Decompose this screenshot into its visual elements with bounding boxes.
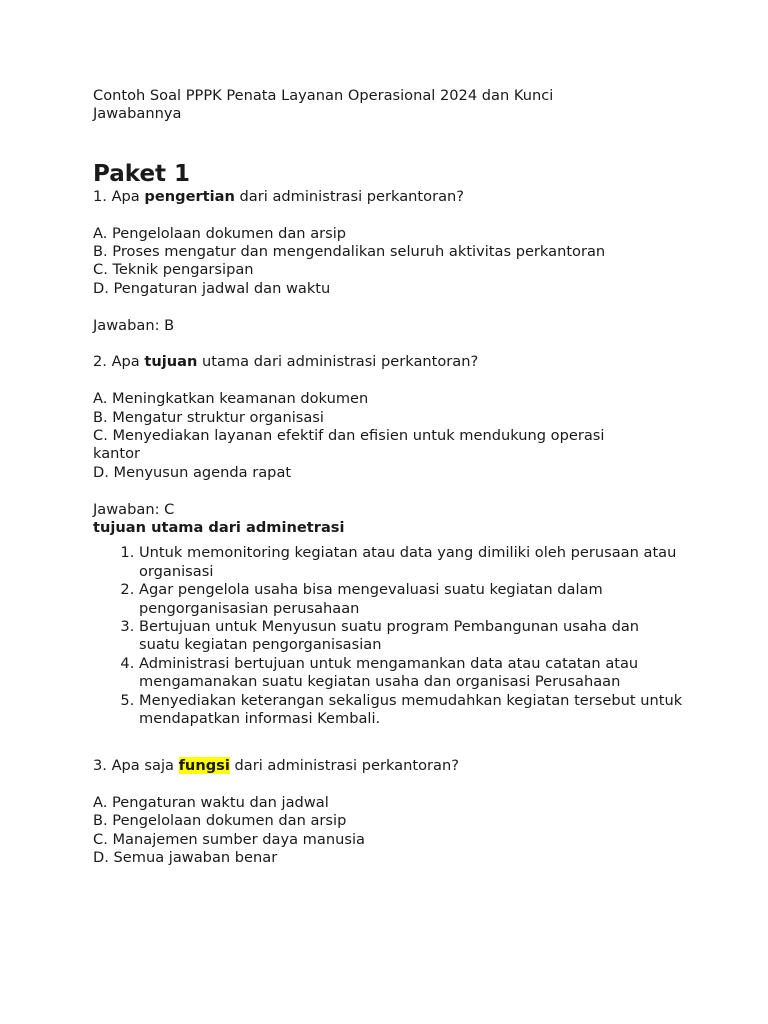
question-2-suffix: utama dari administrasi perkantoran? [197, 353, 479, 371]
question-1-keyword: pengertian [144, 187, 235, 205]
list-item: 4. Administrasi bertujuan untuk mengamankan data atau catatan atau mengamanakan suatu kegiatan usaha dan organisasi Perusahaan [139, 655, 683, 692]
list-item: 1. Untuk memonitoring kegiatan atau data yang dimiliki oleh perusaan atau organisasi [139, 544, 683, 581]
list-item: 2. Agar pengelola usaha bisa mengevaluasi suatu kegiatan dalam pengorganisasian perusahaan [139, 581, 683, 618]
option-c: C. Manajemen sumber daya manusia [93, 830, 365, 848]
question-1 [93, 188, 683, 206]
option-b: B. Mengatur struktur organisasi [93, 408, 324, 426]
section-heading: Paket 1 [93, 160, 191, 187]
question-1-answer: Jawaban: B [93, 316, 175, 334]
document-body [93, 87, 683, 867]
question-3-options [93, 794, 683, 868]
question-2-answer: Jawaban: C [93, 500, 175, 518]
question-1-suffix: dari administrasi perkantoran? [234, 187, 465, 205]
option-c: C. Menyediakan layanan efektif dan efisien untuk mendukung operasi kantor [93, 427, 605, 463]
option-b: B. Proses mengatur dan mengendalikan seluruh aktivitas perkantoran [93, 243, 606, 261]
option-b: B. Pengelolaan dokumen dan arsip [93, 812, 347, 830]
option-a: A. Pengaturan waktu dan jadwal [93, 793, 329, 811]
option-c: C. Teknik pengarsipan [93, 261, 254, 279]
explanation-title: tujuan utama dari adminetrasi [93, 519, 345, 537]
option-d: D. Semua jawaban benar [93, 848, 278, 866]
question-3-keyword-highlight: fungsi [178, 756, 230, 774]
list-item: 5. Menyediakan keterangan sekaligus memudahkan kegiatan tersebut untuk mendapatkan informasi Kembali. [139, 692, 683, 729]
list-item: 3. Bertujuan untuk Menyusun suatu program Pembangunan usaha dan suatu kegiatan pengorganisasian [139, 618, 683, 655]
question-1-options [93, 225, 683, 299]
question-2-options [93, 390, 683, 482]
question-2 [93, 353, 683, 371]
explanation-list [93, 544, 683, 728]
question-2-keyword: tujuan [144, 353, 198, 371]
option-d: D. Pengaturan jadwal dan waktu [93, 279, 331, 297]
question-3 [93, 757, 683, 775]
option-a: A. Pengelolaan dokumen dan arsip [93, 224, 347, 242]
document-title: Contoh Soal PPPK Penata Layanan Operasional 2024 dan Kunci Jawabannya [93, 87, 554, 123]
question-3-prefix: 3. Apa saja [93, 756, 179, 774]
option-d: D. Menyusun agenda rapat [93, 463, 292, 481]
question-3-suffix: dari administrasi perkantoran? [229, 756, 459, 774]
option-a: A. Meningkatkan keamanan dokumen [93, 390, 369, 408]
question-1-prefix: 1. Apa [93, 187, 145, 205]
question-2-prefix: 2. Apa [93, 353, 145, 371]
